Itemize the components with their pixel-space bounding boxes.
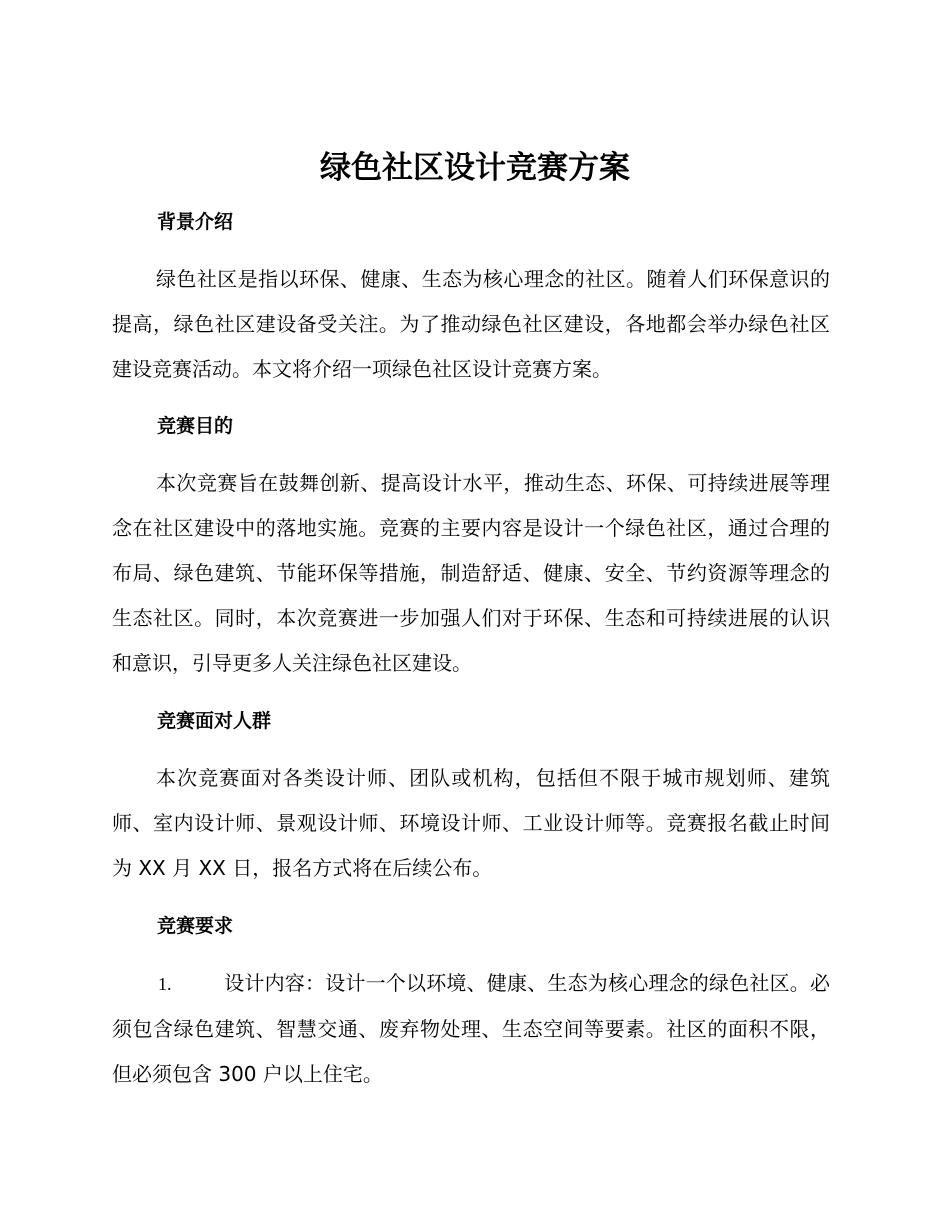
list-item-number: 1. [158,974,172,994]
section-heading-audience: 竞赛面对人群 [157,710,272,732]
document-title: 绿色社区设计竞赛方案 [320,150,630,186]
section-heading-purpose: 竞赛目的 [157,415,234,437]
requirement-list-item [112,961,830,1097]
section-paragraph-audience: 本次竞赛面对各类设计师、团队或机构，包括但不限于城市规划师、建筑师、室内设计师、景观设计师、环境设计师、工业设计师等。竞赛报名截止时间为 XX 月 XX 日，报名方式将在后续公布。 [112,766,830,880]
section-paragraph-purpose: 本次竞赛旨在鼓舞创新、提高设计水平，推动生态、环保、可持续进展等理念在社区建设中的落地实施。竞赛的主要内容是设计一个绿色社区，通过合理的布局、绿色建筑、节能环保等措施，制造舒适、健康、安全、节约资源等理念的生态社区。同时，本次竞赛进一步加强人们对于环保、生态和可持续进展的认识和意识，引导更多人关注绿色社区建设。 [112,471,830,675]
section-heading-requirements: 竞赛要求 [157,915,234,937]
section-paragraph-background: 绿色社区是指以环保、健康、生态为核心理念的社区。随着人们环保意识的提高，绿色社区建设备受关注。为了推动绿色社区建设，各地都会举办绿色社区建设竞赛活动。本文将介绍一项绿色社区设计竞赛方案。 [112,267,830,381]
section-heading-background: 背景介绍 [157,211,234,233]
list-item-text: 设计内容：设计一个以环境、健康、生态为核心理念的绿色社区。必须包含绿色建筑、智慧交通、废弃物处理、生态空间等要素。社区的面积不限，但必须包含 300 户以上住宅。 [112,971,830,1086]
